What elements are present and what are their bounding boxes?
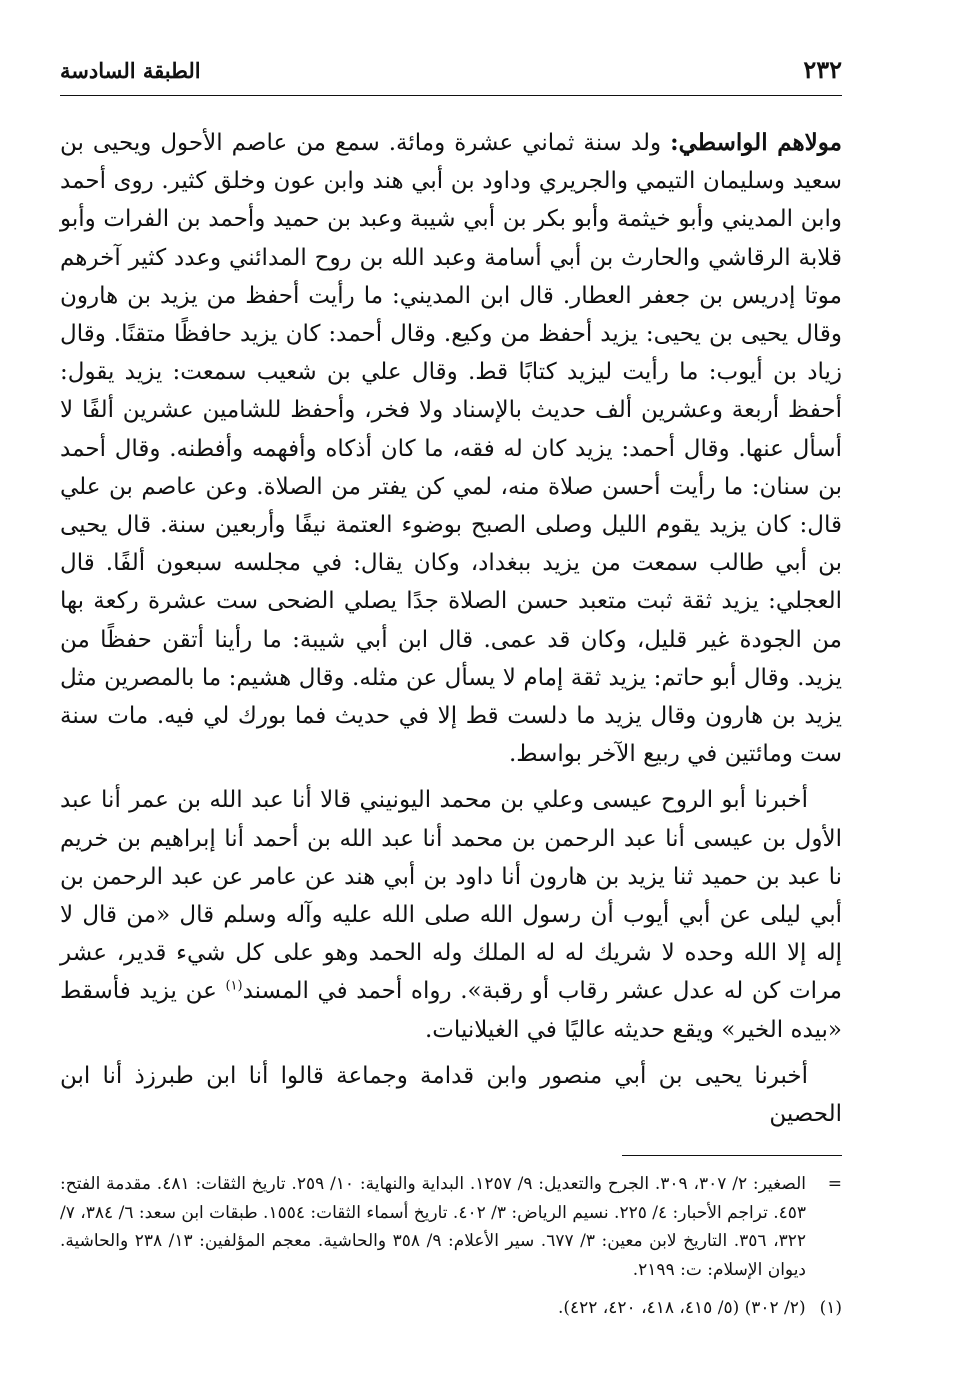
book-page [60, 55, 842, 1345]
footnote-1-text: (٢/ ٣٠٢) (٥/ ٤١٥، ٤١٨، ٤٢٠، ٤٢٢). [557, 1298, 806, 1319]
section-title: الطبقة السادسة [60, 58, 201, 83]
biography-text: ولد سنة ثماني عشرة ومائة. سمع من عاصم الأحول ويحيى بن سعيد وسليمان التيمي والجريري وداود بن أبي هند وابن عون وخلق كثير. روى أحمد وابن المديني وأبو خيثمة وأبو بكر بن أبي شيبة وعبد بن حميد وأحمد بن الفرات وأبو قلابة الرقاشي والحارث بن أبي أسامة وعبد الله بن روح المدائني وعدد كثير آخرهم موتا إدريس بن جعفر العطار. قال ابن المديني: ما رأيت أحفظ من يزيد بن هارون وقال يحيى بن يحيى: يزيد أحفظ من وكيع. وقال أحمد: كان يزيد حافظًا متقنًا. وقال زياد بن أيوب: ما رأيت ليزيد كتابًا قط. وقال علي بن شعيب سمعت: يزيد يقول: أحفظ أربعة وعشرين ألف حديث بالإسناد ولا فخر، وأحفظ للشامين عشرين ألفًا لا أسأل عنها. وقال أحمد: يزيد كان له فقه، ما كان أذكاه وأفهمه وأفطنه. وقال أحمد بن سنان: ما رأيت أحسن صلاة منه، لمي كن يفتر من الصلاة. وعن عاصم بن علي قال: كان يزيد يقوم الليل وصلى الصبح بوضوء العتمة نيفًا وأربعين سنة. قال يحيى بن أبي طالب سمعت من يزيد ببغداد، وكان يقال: في مجلسه سبعون ألفًا. قال العجلي: يزيد ثقة ثبت متعبد حسن الصلاة جدًا يصلي الضحى ست عشرة ركعة بها من الجودة غير قليل، وكان قد عمى. قال ابن أبي شيبة: ما رأينا أتقن حفظًا من يزيد. وقال أبو حاتم: يزيد ثقة إمام لا يسأل عن مثله. وقال هشيم: ما بالمصرين مثل يزيد بن هارون وقال يزيد ما دلست قط إلا في حديث فما بورك لي فيه. مات سنة ست ومائتين في ربيع الآخر بواسط. [60, 130, 842, 768]
footnote-1 [60, 1294, 842, 1323]
page-number: ٢٣٢ [803, 55, 842, 84]
hadith-text: أخبرنا أبو الروح عيسى وعلي بن محمد اليونيني قالا أنا عبد الله بن عمر أنا عبد الأول بن عيسى أنا عبد الرحمن بن محمد أنا عبد الله بن أحمد أنا إبراهيم بن خريم نا عبد بن حميد ثنا يزيد بن هارون أنا داود بن أبي هند عن عامر عن عبد الرحمن بن أبي ليلى عن أبي أيوب أن رسول الله صلى الله عليه وآله وسلم قال «من قال لا إله إلا الله وحده لا شريك له له الملك وله الحمد وهو على كل شيء قدير، عشر مرات كن له عدل عشر رقاب أو رقبة». رواه أحمد في المسند [60, 787, 842, 1005]
continuation-text: الصغير: ٢/ ٣٠٧، ٣٠٩. الجرح والتعديل: ٩/ ١٢٥٧. البداية والنهاية: ١٠/ ٢٥٩. تاريخ الثقات: ٤٨١. مقدمة الفتح: ٤٥٣. تراجم الأحبار: ٤/ ٢٢٥. نسيم الرياض: ٣/ ٤٠٢. تاريخ أسماء الثقات: ١٥٥٤. طبقات ابن سعد: ٦/ ٣٨٤، ٧/ ٣٢٢، ٣٥٦. التاريخ لابن معين: ٣/ ٦٧٧. سير الأعلام: ٩/ ٣٥٨ والحاشية. معجم المؤلفين: ١٣/ ٢٣٨ والحاشية. ديوان الإسلام: ت: ٢١٩٩. [60, 1174, 807, 1280]
hadith-paragraph [60, 781, 842, 1048]
continuation-marker: = [827, 1174, 842, 1195]
biography-paragraph [60, 124, 842, 773]
footnote-1-marker: (١) [819, 1298, 842, 1319]
running-header [60, 55, 842, 96]
main-text [60, 124, 842, 1133]
chain-paragraph: أخبرنا يحيى بن أبي منصور وابن قدامة وجماعة قالوا أنا ابن طبرزذ أنا ابن الحصين [60, 1062, 842, 1128]
footnote-divider [622, 1155, 842, 1156]
footnote-continuation [60, 1170, 842, 1284]
hadith-text-continued: عن يزيد فأسقط «بيده الخير» ويقع حديثه عاليًا في الغيلانيات. [60, 978, 842, 1043]
footnote-reference[interactable]: (١) [225, 978, 243, 994]
footnotes [60, 1170, 842, 1323]
entry-name: مولاهم الواسطي: [670, 129, 843, 156]
